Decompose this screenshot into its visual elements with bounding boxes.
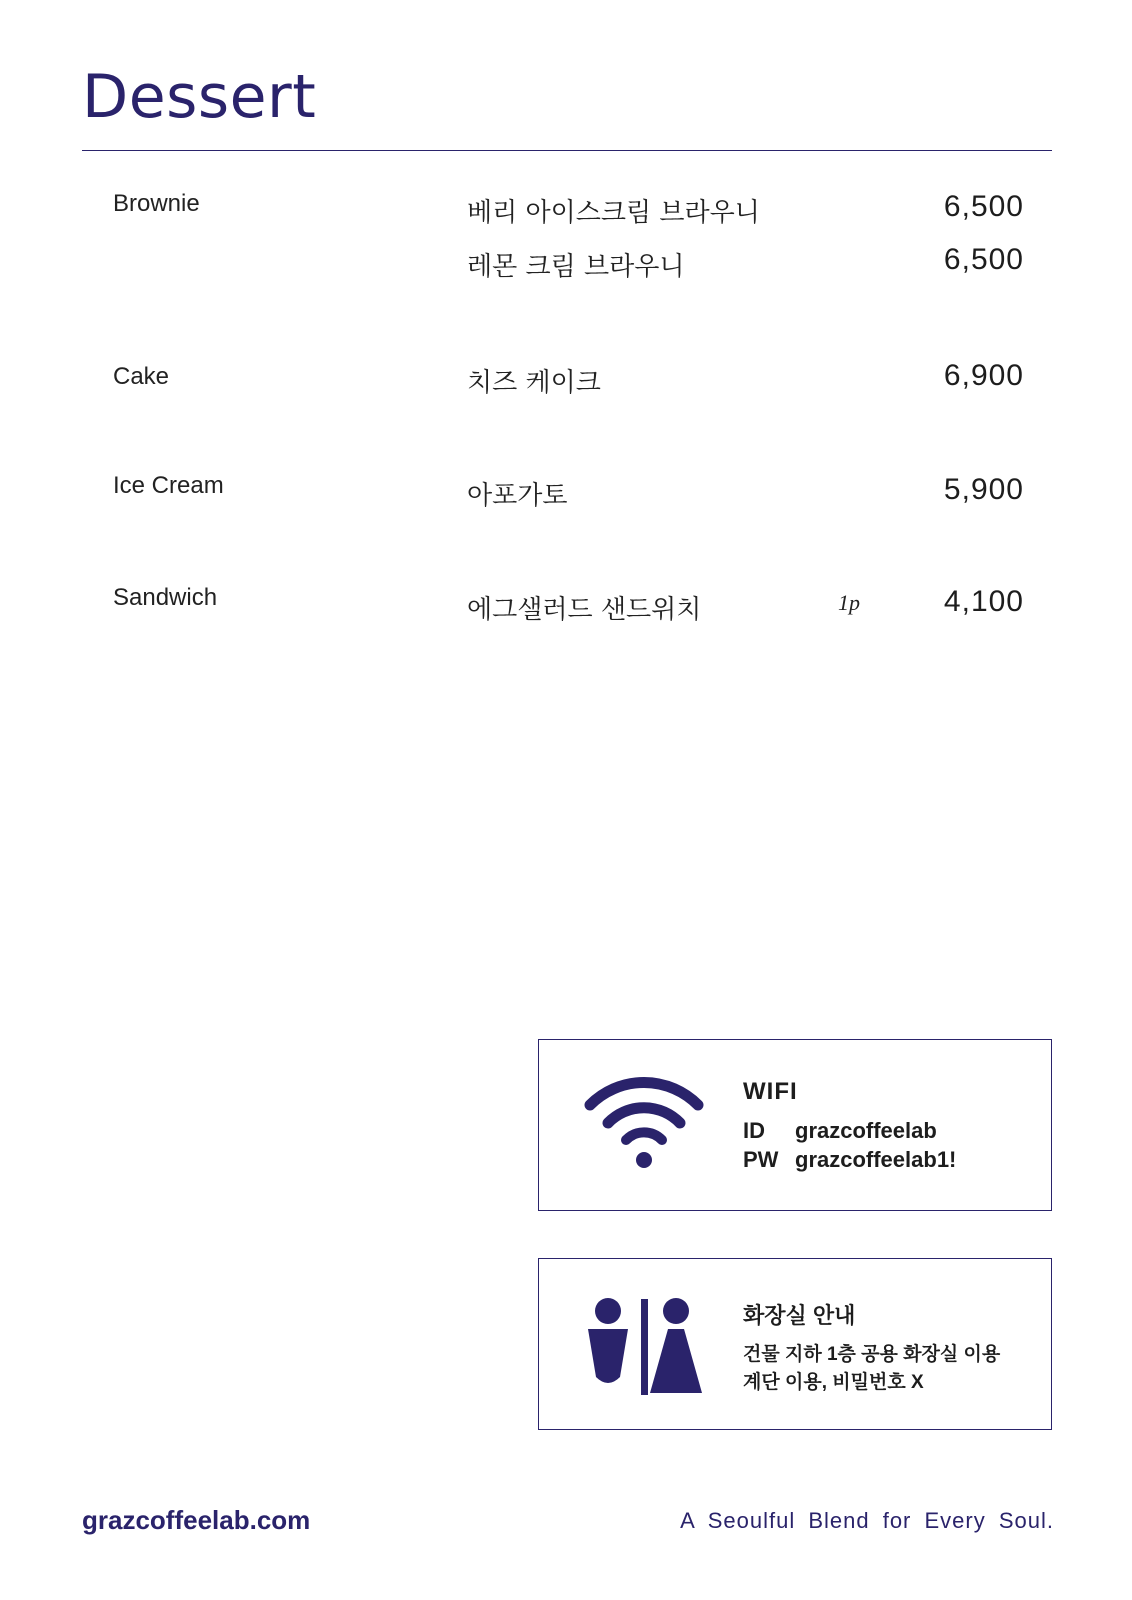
category-sandwich: Sandwich (113, 584, 218, 611)
wifi-id-label: ID (743, 1118, 765, 1143)
slogan: A Seoulful Blend for Every Soul. (680, 1508, 1054, 1533)
menu-item-price: 6,900 (943, 359, 1024, 392)
wifi-heading: WIFI (743, 1078, 798, 1105)
website-link[interactable]: grazcoffeelab.com (82, 1505, 311, 1535)
wifi-id-value: grazcoffeelab (795, 1118, 937, 1143)
menu-item-name: 베리 아이스크림 브라우니 (467, 198, 760, 228)
menu-item-price: 5,900 (943, 473, 1024, 506)
page-title: Dessert (82, 62, 317, 132)
category-cake: Cake (113, 363, 170, 390)
wifi-info-box (538, 1039, 1052, 1211)
wifi-pw-row (743, 1147, 956, 1173)
wifi-icon (584, 1070, 704, 1174)
menu-item-name: 치즈 케이크 (467, 368, 601, 398)
wifi-id-row (743, 1118, 937, 1144)
restroom-heading: 화장실 안내 (743, 1303, 856, 1328)
title-divider (82, 150, 1052, 151)
restroom-icon (584, 1297, 704, 1401)
restroom-line-2: 계단 이용, 비밀번호 X (743, 1372, 924, 1393)
menu-item-quantity: 1p (838, 590, 860, 615)
wifi-pw-value: grazcoffeelab1! (795, 1147, 957, 1172)
menu-item-price: 6,500 (943, 243, 1024, 276)
menu-item-name: 아포가토 (467, 481, 568, 511)
wifi-pw-label: PW (743, 1147, 779, 1172)
category-ice-cream: Ice Cream (113, 472, 224, 499)
menu-item-price: 6,500 (943, 190, 1024, 223)
menu-item-price: 4,100 (943, 585, 1024, 618)
category-brownie: Brownie (113, 190, 200, 217)
menu-item-name: 에그샐러드 샌드위치 (467, 595, 702, 625)
restroom-info-box (538, 1258, 1052, 1430)
menu-item-name: 레몬 크림 브라우니 (467, 252, 685, 282)
restroom-line-1: 건물 지하 1층 공용 화장실 이용 (743, 1344, 1001, 1365)
